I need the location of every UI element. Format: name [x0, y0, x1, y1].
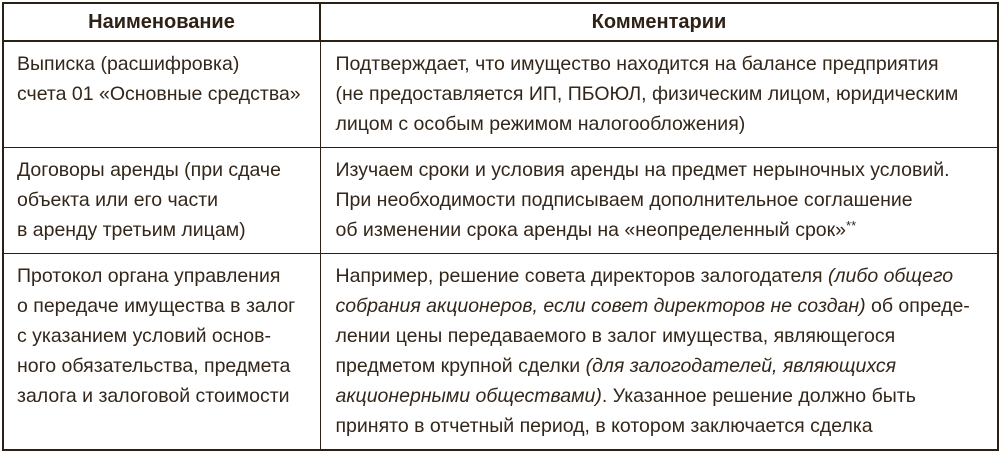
text-line	[336, 381, 990, 411]
plain-text: . Указанное решение должно быть	[601, 385, 916, 407]
plain-text: об опреде-	[865, 295, 970, 317]
text-line	[336, 155, 990, 185]
plain-text: лении цены передаваемого в залог имущества, являющегося	[335, 325, 896, 347]
text-line	[336, 291, 990, 321]
text-line	[336, 109, 990, 139]
text-line: ного обязательства, предмета	[17, 355, 291, 377]
text-line: счета 01 «Основные средства»	[17, 83, 301, 105]
column-header-comments: Комментарии	[320, 3, 998, 41]
text-line	[336, 351, 990, 381]
text-line	[336, 411, 990, 441]
text-line: с указанием условий основ-	[17, 325, 271, 347]
plain-text: При необходимости подписываем дополнительное соглашение	[335, 189, 913, 211]
italic-text: акционерными обществами)	[335, 385, 602, 407]
table-row	[3, 148, 998, 254]
text-line: объекта или его части	[17, 189, 219, 211]
italic-text: собрания акционеров, если совет директоров не создан)	[335, 295, 866, 317]
name-cell	[3, 41, 320, 148]
text-line	[336, 185, 990, 215]
plain-text: принято в отчетный период, в котором заключается сделка	[335, 415, 873, 437]
name-cell	[3, 148, 320, 254]
text-line	[336, 321, 990, 351]
text-line	[336, 49, 990, 79]
comment-cell	[320, 148, 998, 254]
text-line	[336, 79, 990, 109]
plain-text: (не предоставляется ИП, ПБОЮЛ, физическим лицом, юридическим	[335, 83, 959, 105]
table-row	[3, 41, 998, 148]
name-cell	[3, 254, 320, 451]
plain-text: Изучаем сроки и условия аренды на предмет нерыночных условий.	[335, 159, 950, 181]
plain-text: Подтверждает, что имущество находится на балансе предприятия	[335, 53, 939, 75]
plain-text: лицом с особым режимом налогообложения)	[335, 113, 746, 135]
plain-text: об изменении срока аренды на «неопределенный срок»	[335, 219, 847, 241]
text-line: Выписка (расшифровка)	[17, 53, 240, 75]
comment-cell	[320, 41, 998, 148]
text-line: Протокол органа управления	[17, 265, 281, 287]
comment-cell	[320, 254, 998, 451]
table-row	[3, 254, 998, 451]
italic-text: (для залогодателей, являющихся	[585, 355, 897, 377]
footnote-marker: **	[846, 218, 857, 233]
header-row	[3, 3, 998, 41]
plain-text: Например, решение совета директоров залогодателя	[335, 265, 829, 287]
text-line	[336, 261, 990, 291]
italic-text: (либо общего	[828, 265, 954, 287]
text-line: в аренду третьим лицам)	[17, 219, 246, 241]
text-line	[336, 215, 990, 245]
column-header-name: Наименование	[3, 3, 320, 41]
table-body	[3, 41, 998, 450]
text-line: залога и залоговой стоимости	[17, 385, 290, 407]
text-line: о передаче имущества в залог	[17, 295, 296, 317]
text-line: Договоры аренды (при сдаче	[17, 159, 281, 181]
documents-table	[2, 2, 999, 451]
plain-text: предметом крупной сделки	[335, 355, 586, 377]
